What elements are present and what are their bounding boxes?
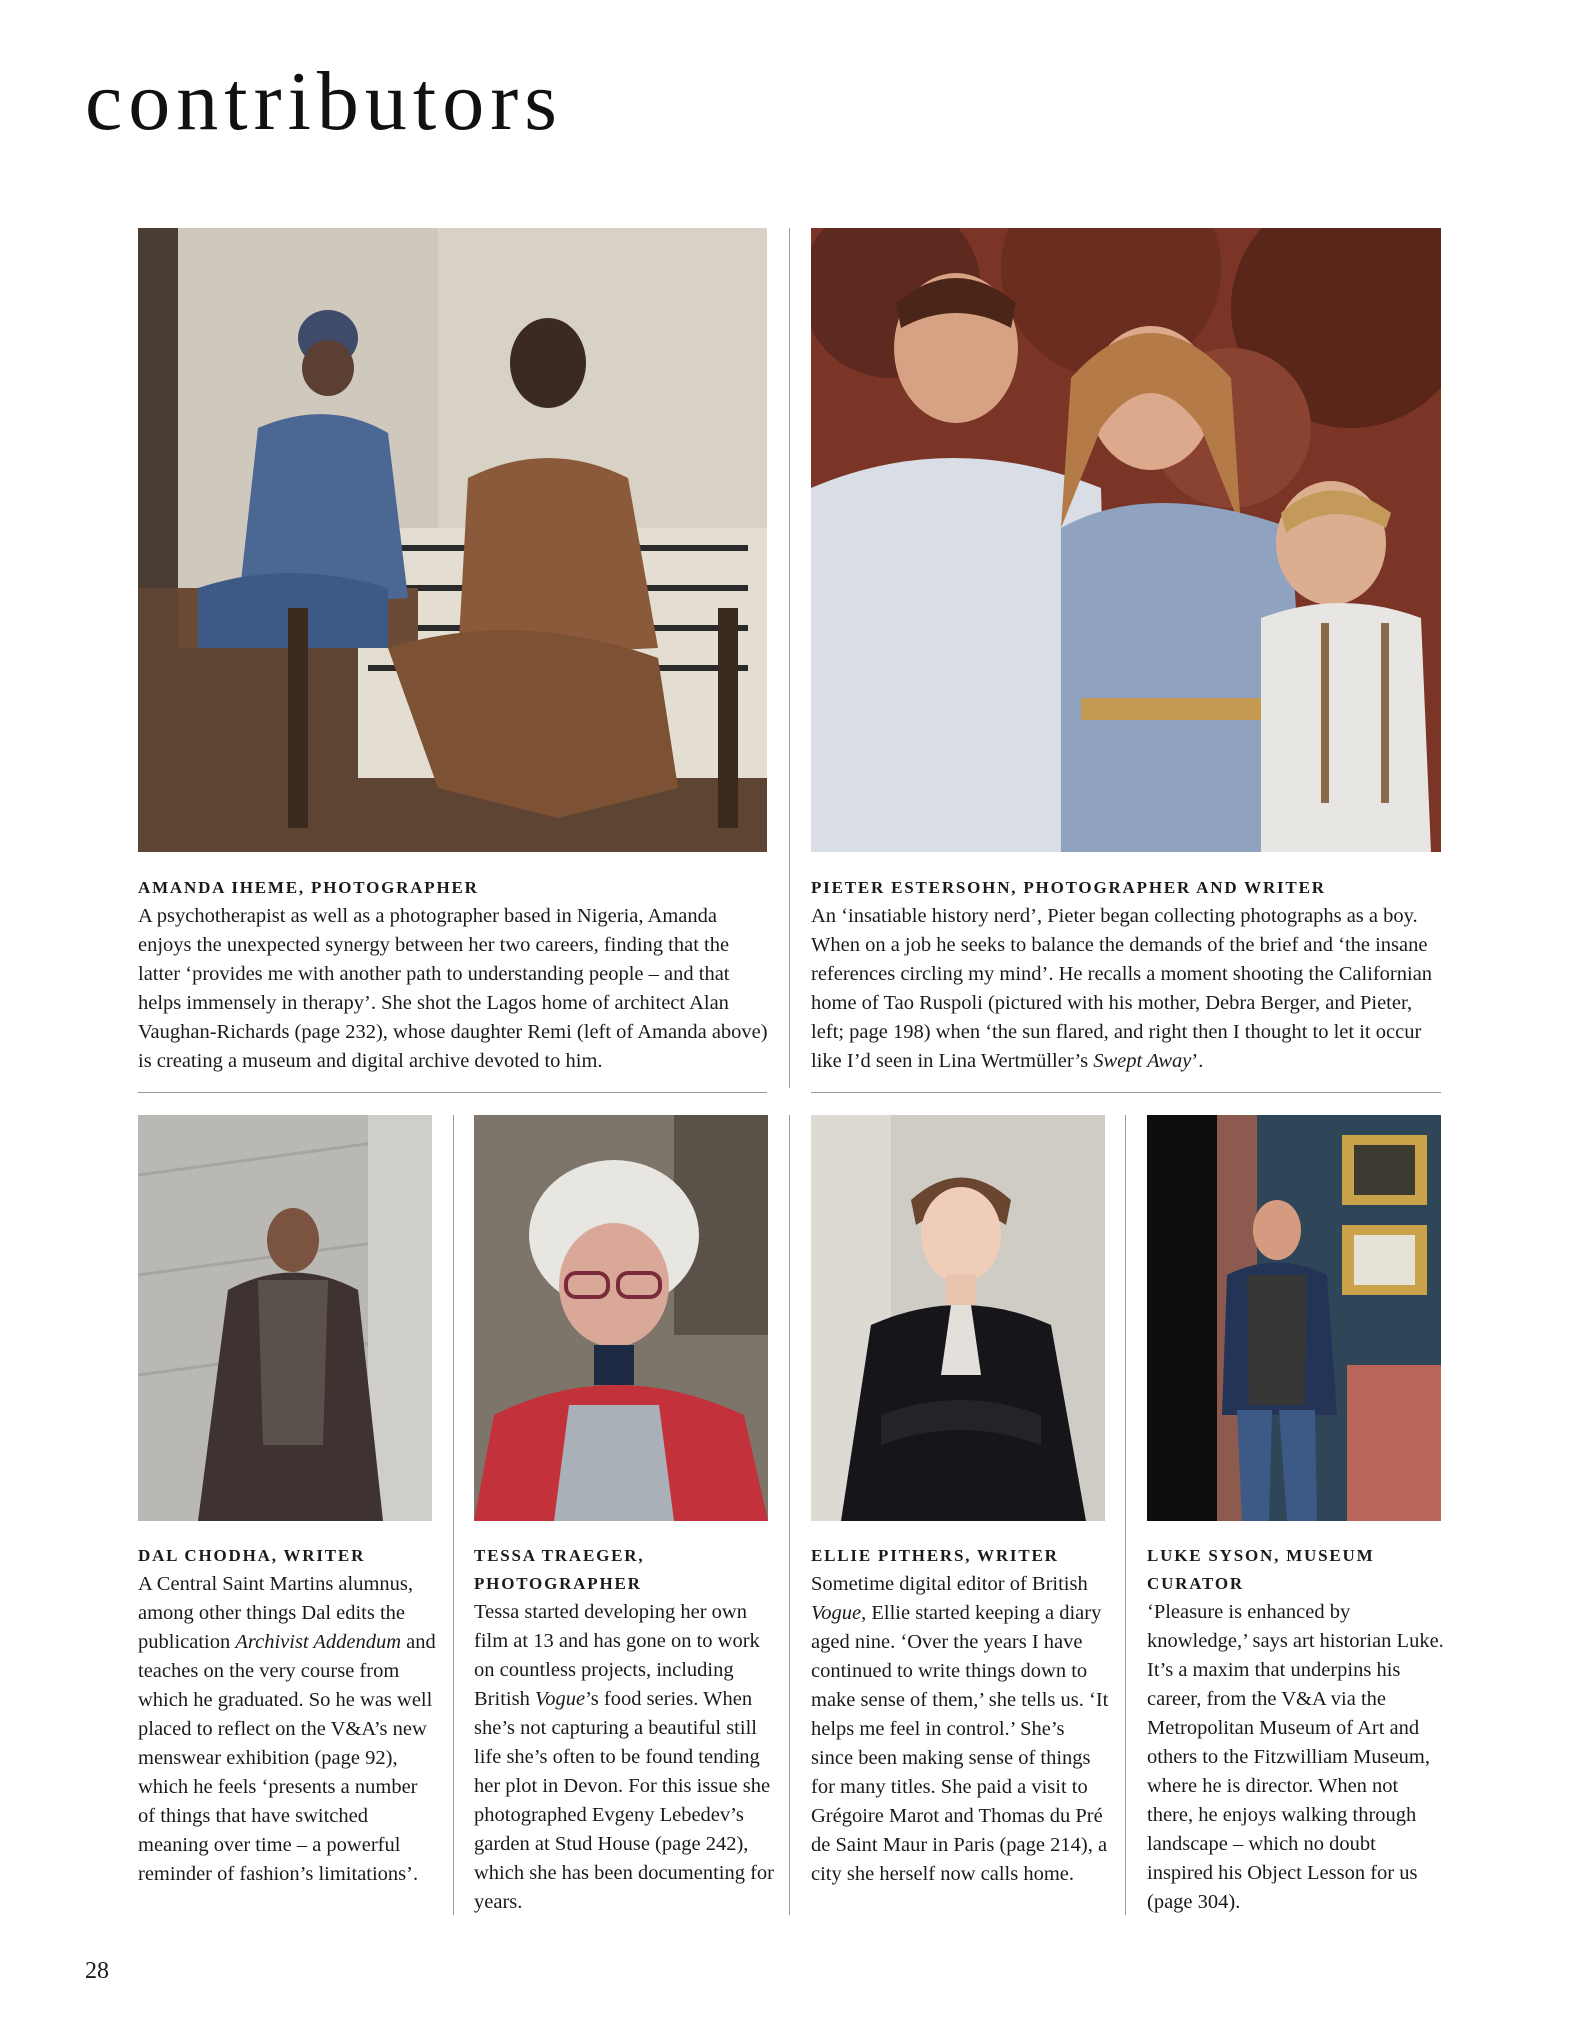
- contributor-caption-ellie-pithers: [811, 1542, 1111, 1889]
- contributor-caption-pieter-estersohn: [811, 874, 1447, 1076]
- section-divider-left: [138, 1092, 767, 1093]
- contributor-name: LUKE SYSON, MUSEUM CURATOR: [1147, 1546, 1375, 1593]
- contributor-photo-amanda-iheme: [138, 228, 767, 852]
- contributor-name: DAL CHODHA, WRITER: [138, 1546, 366, 1565]
- contributor-bio: Sometime digital editor of British Vogue, Ellie started keeping a diary aged nine. ‘Over the years I have continued to write things down to make sense of them,’ she tells us. ‘It helps me feel in control.’ She’s since been making sense of things for many titles. She paid a visit to Grégoire Marot and Thomas du Pré de Saint Maur in Paris (page 214), a city she herself now calls home.: [811, 1573, 1109, 1885]
- contributor-bio: A Central Saint Martins alumnus, among other things Dal edits the publication Archivist Addendum and teaches on the very course from which he graduated. So he was well placed to reflect on the V&A’s new menswear exhibition (page 92), which he feels ‘presents a number of things that have switched meaning over time – a powerful reminder of fashion’s limitations’.: [138, 1573, 436, 1885]
- contributor-name: ELLIE PITHERS, WRITER: [811, 1546, 1059, 1565]
- page-title: contributors: [85, 55, 563, 148]
- contributor-caption-dal-chodha: [138, 1542, 438, 1889]
- contributor-photo-dal-chodha: [138, 1115, 432, 1521]
- contributor-photo-pieter-estersohn: [811, 228, 1441, 852]
- contributor-photo-tessa-traeger: [474, 1115, 768, 1521]
- contributor-bio: ‘Pleasure is enhanced by knowledge,’ says art historian Luke. It’s a maxim that underpins his career, from the V&A via the Metropolitan Museum of Art and others to the Fitzwilliam Museum, where he is director. When not there, he enjoys walking through landscape – which no doubt inspired his Object Lesson for us (page 304).: [1147, 1601, 1444, 1913]
- contributor-caption-amanda-iheme: [138, 874, 770, 1076]
- contributor-name: AMANDA IHEME, PHOTOGRAPHER: [138, 878, 479, 897]
- contributor-name: PIETER ESTERSOHN, PHOTOGRAPHER AND WRITER: [811, 878, 1326, 897]
- contributor-bio: A psychotherapist as well as a photographer based in Nigeria, Amanda enjoys the unexpected synergy between her two careers, finding that the latter ‘provides me with another path to understanding people – and that helps immensely in therapy’. She shot the Lagos home of architect Alan Vaughan-Richards (page 232), whose daughter Remi (left of Amanda above) is creating a museum and digital archive devoted to him.: [138, 905, 768, 1072]
- contributor-photo-ellie-pithers: [811, 1115, 1105, 1521]
- contributor-name: TESSA TRAEGER, PHOTOGRAPHER: [474, 1546, 645, 1593]
- page-number: 28: [85, 1958, 109, 1984]
- column-divider: [789, 1115, 790, 1915]
- contributor-bio: An ‘insatiable history nerd’, Pieter began collecting photographs as a boy. When on a job he seeks to balance the demands of the brief and ‘the insane references circling my mind’. He recalls a moment shooting the Californian home of Tao Ruspoli (pictured with his mother, Debra Berger, and Pieter, left; page 198) when ‘the sun flared, and right then I thought to let it occur like I’d seen in Lina Wertmüller’s Swept Away’.: [811, 905, 1433, 1072]
- column-divider: [453, 1115, 454, 1915]
- contributor-bio: Tessa started developing her own film at 13 and has gone on to work on countless projects, including British Vogue’s food series. When she’s not capturing a beautiful still life she’s often to be found tending her plot in Devon. For this issue she photographed Evgeny Lebedev’s garden at Stud House (page 242), which she has been documenting for years.: [474, 1601, 775, 1913]
- column-divider: [1125, 1115, 1126, 1915]
- contributor-caption-tessa-traeger: [474, 1542, 774, 1917]
- section-divider-right: [811, 1092, 1441, 1093]
- column-divider: [789, 228, 790, 1088]
- contributor-caption-luke-syson: [1147, 1542, 1447, 1917]
- contributor-photo-luke-syson: [1147, 1115, 1441, 1521]
